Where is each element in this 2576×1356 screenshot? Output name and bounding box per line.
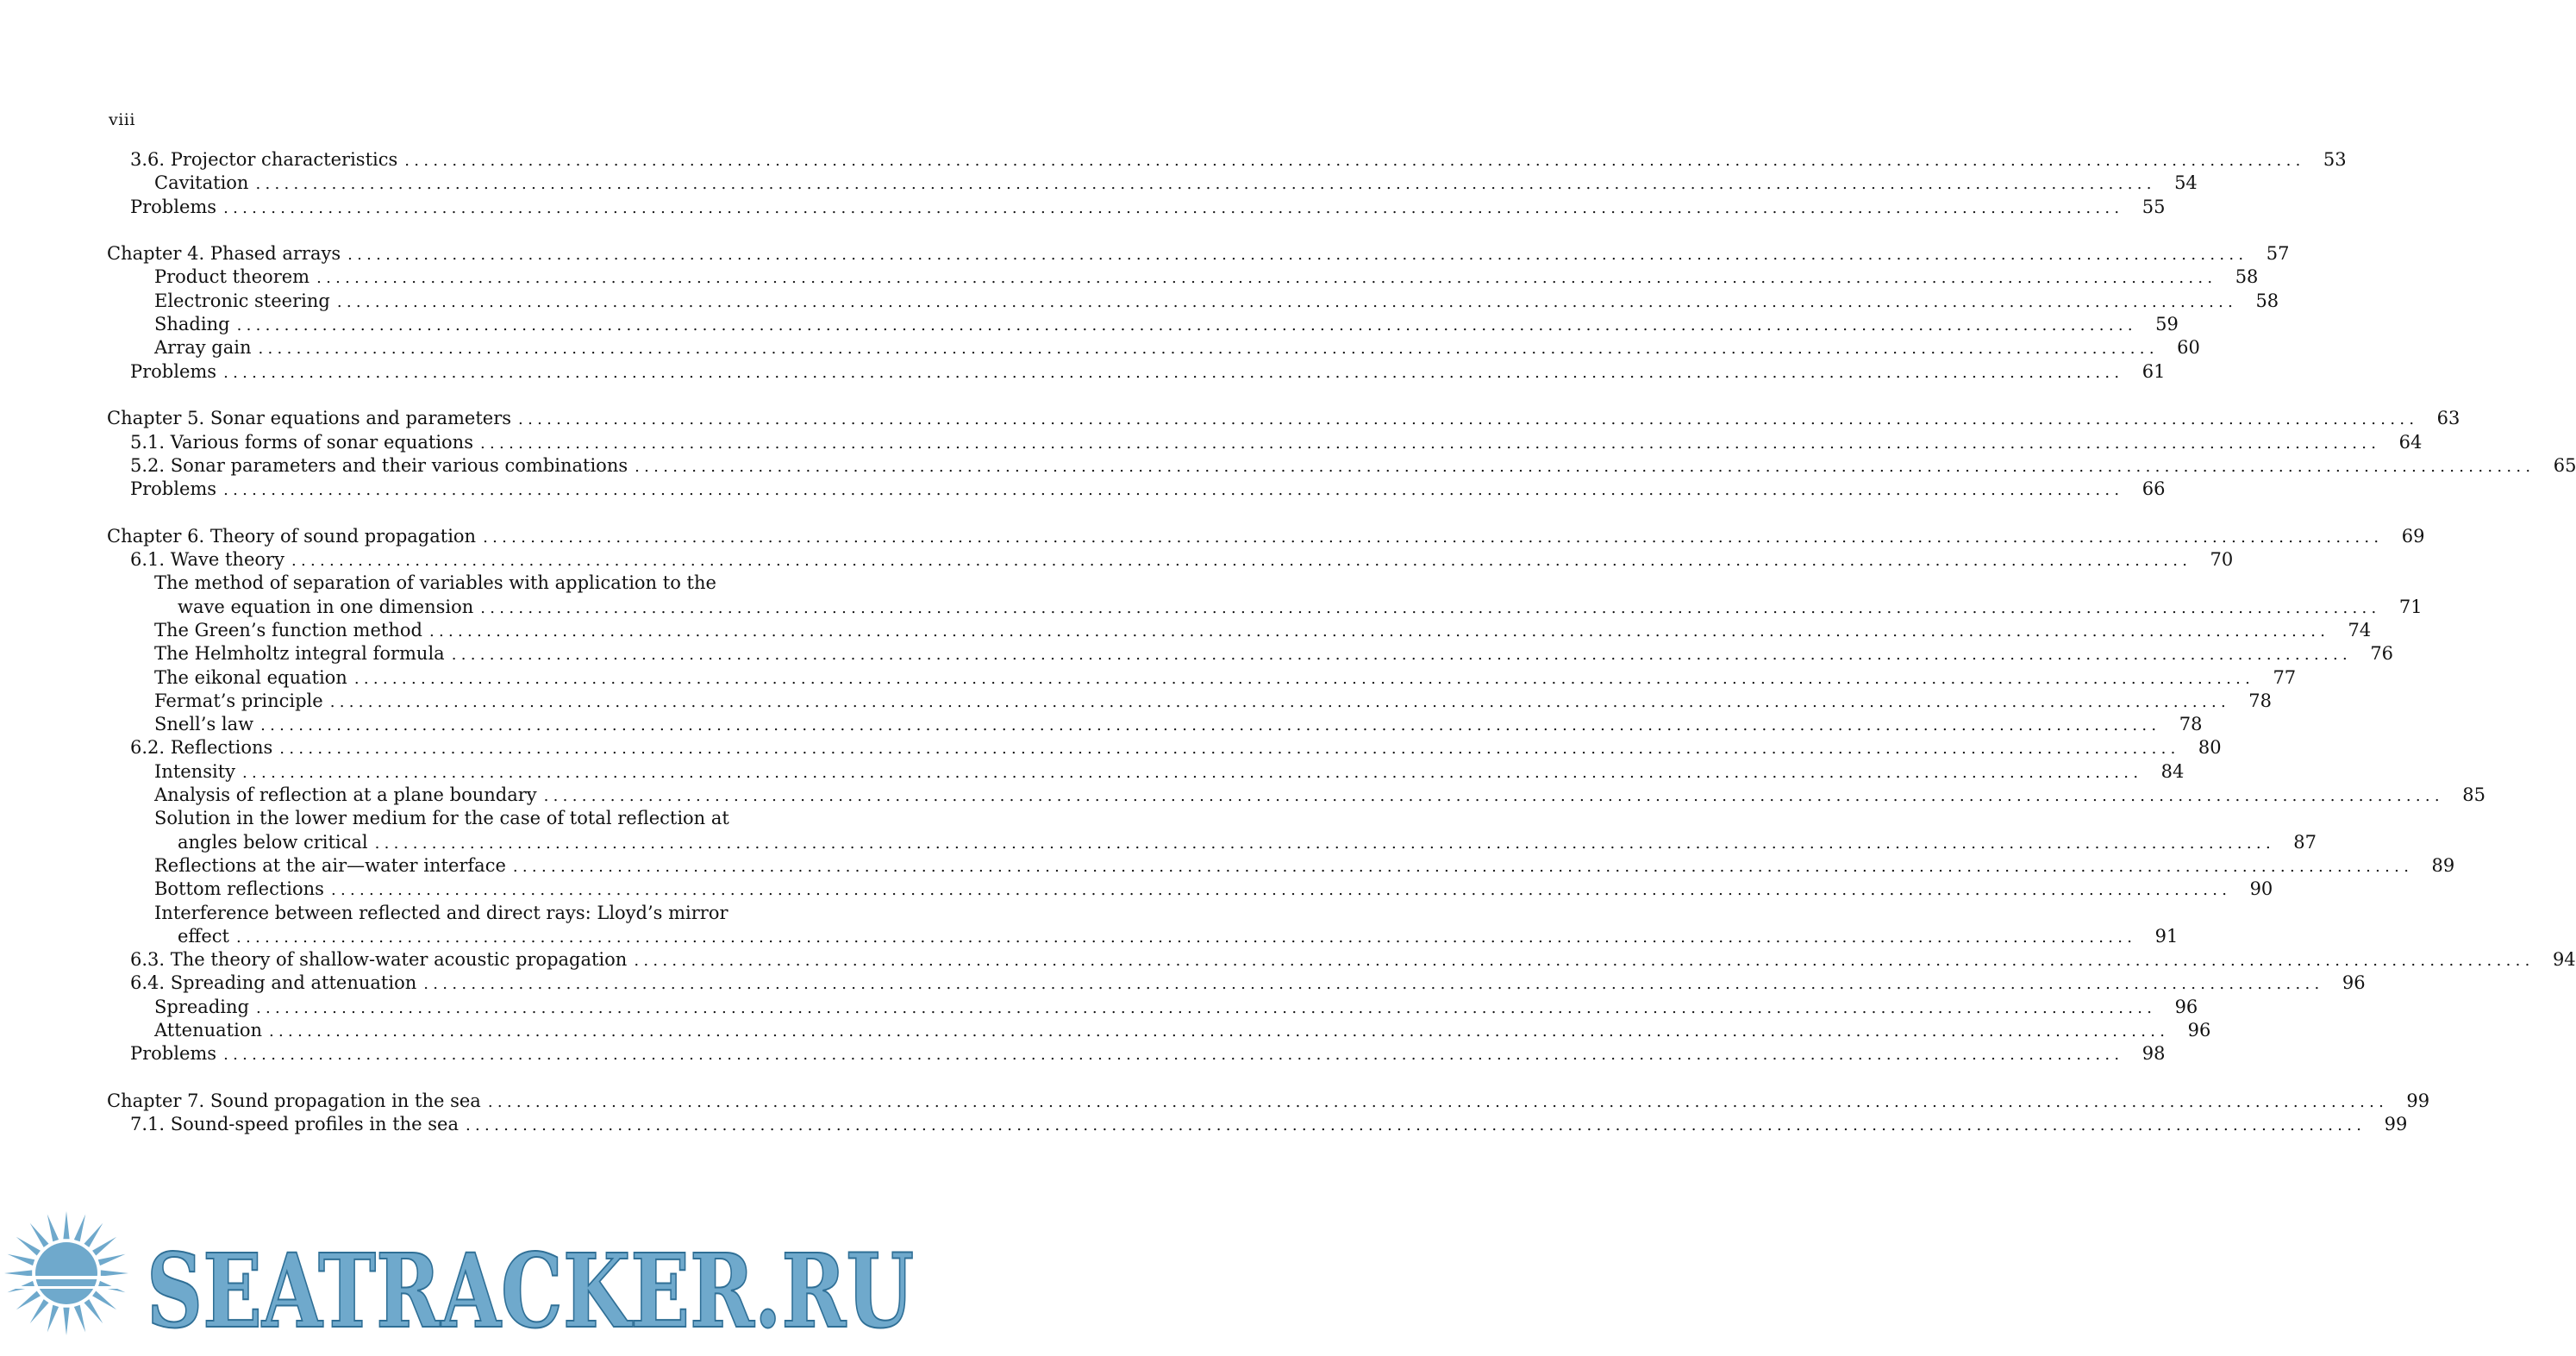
toc-entry-text: Snell’s law	[154, 714, 254, 735]
leader-dots: ........................................................................................................................................................................................................	[258, 340, 2159, 359]
sun-ray	[92, 1291, 116, 1310]
leader-dots: ........................................................................................................................................................................................................	[404, 152, 2305, 170]
sun-ray	[92, 1237, 116, 1256]
leader-dots: ........................................................................................................................................................................................................	[451, 646, 2353, 665]
toc-page-number: 99	[2406, 1090, 2430, 1111]
toc-entry	[107, 196, 2166, 219]
toc-gap	[107, 501, 816, 524]
toc-entry	[107, 690, 2273, 713]
toc-page-number: 54	[2174, 172, 2198, 194]
toc-entry-line	[107, 902, 816, 925]
toc-entry	[107, 454, 2576, 478]
toc-entry	[107, 596, 2423, 619]
sun-ray	[63, 1211, 69, 1239]
leader-dots: ........................................................................................................................................................................................................	[316, 269, 2217, 288]
toc-entry-text: Chapter 6. Theory of sound propagation	[107, 525, 477, 547]
leader-dots: ........................................................................................................................................................................................................	[279, 740, 2180, 759]
leader-dots: ........................................................................................................................................................................................................	[347, 246, 2248, 265]
sun-ray	[30, 1299, 49, 1323]
toc-page-number: 63	[2436, 408, 2460, 429]
toc-entry-text: wave equation in one dimension	[178, 596, 474, 617]
leader-dots: ........................................................................................................................................................................................................	[353, 669, 2255, 688]
toc-page-number: 90	[2249, 878, 2273, 900]
leader-dots: ........................................................................................................................................................................................................	[235, 928, 2137, 947]
toc-page-number: 60	[2177, 337, 2200, 359]
toc-page-number: 98	[2141, 1043, 2166, 1065]
toc-entry	[107, 548, 2234, 572]
sun-ray	[16, 1237, 41, 1256]
toc-page-number: 71	[2398, 596, 2423, 617]
page-number: viii	[109, 110, 135, 129]
toc-page-number: 96	[2187, 1019, 2211, 1040]
toc-entry-text: The eikonal equation	[154, 666, 347, 688]
toc-entry	[107, 242, 2290, 266]
toc-entry	[107, 948, 2576, 972]
sun-ray	[74, 1215, 85, 1242]
toc-page-number: 64	[2398, 431, 2423, 453]
toc-entry	[107, 784, 2485, 807]
toc-entry	[107, 1019, 2211, 1042]
toc-entry-text: 6.1. Wave theory	[130, 549, 284, 571]
leader-dots: ........................................................................................................................................................................................................	[543, 787, 2444, 806]
sun-logo-icon	[4, 1211, 128, 1335]
toc-page-number: 55	[2141, 196, 2166, 217]
toc-page-number: 89	[2431, 854, 2455, 876]
toc-page-number: 77	[2273, 666, 2297, 688]
toc-gap	[107, 1066, 816, 1090]
toc-entry-text: Reflections at the air—water interface	[154, 854, 506, 876]
sun-ray	[8, 1254, 35, 1265]
toc-entry-text: The method of separation of variables with application to the	[154, 572, 716, 594]
toc-page-number: 78	[2179, 714, 2203, 735]
toc-entry-text: Solution in the lower medium for the case of total reflection at	[154, 808, 729, 829]
toc-entry-text: 5.1. Various forms of sonar equations	[130, 431, 473, 453]
toc-page-number: 80	[2198, 737, 2222, 759]
toc-entry	[107, 266, 2259, 289]
toc-entry	[107, 760, 2185, 784]
leader-dots: ........................................................................................................................................................................................................	[255, 998, 2157, 1017]
leader-dots: ........................................................................................................................................................................................................	[223, 1046, 2124, 1065]
toc-page-number: 58	[2255, 290, 2279, 311]
toc-entry	[107, 996, 2198, 1019]
leader-dots: ........................................................................................................................................................................................................	[635, 457, 2535, 476]
toc-entry-line	[107, 572, 816, 595]
sun-ray	[84, 1299, 103, 1323]
toc-page-number: 96	[2342, 972, 2366, 994]
leader-dots: ........................................................................................................................................................................................................	[329, 692, 2231, 711]
toc-page-number: 69	[2401, 525, 2425, 547]
leader-dots: ........................................................................................................................................................................................................	[428, 622, 2330, 641]
leader-dots: ........................................................................................................................................................................................................	[242, 763, 2143, 782]
leader-dots: ........................................................................................................................................................................................................	[466, 1116, 2367, 1135]
toc-entry	[107, 336, 2200, 359]
toc-page-number: 66	[2141, 478, 2166, 500]
watermark	[0, 1209, 931, 1356]
toc-entry-text: Array gain	[154, 337, 252, 359]
toc-entry-text: Problems	[130, 196, 217, 217]
leader-dots: ........................................................................................................................................................................................................	[260, 716, 2161, 735]
leader-dots: ........................................................................................................................................................................................................	[269, 1022, 2170, 1040]
toc-entry	[107, 360, 2166, 384]
toc-entry-text: 5.2. Sonar parameters and their various combinations	[130, 454, 628, 476]
toc-entry-text: 7.1. Sound-speed profiles in the sea	[130, 1114, 459, 1135]
toc-entry	[107, 407, 2460, 430]
toc-page-number: 58	[2235, 266, 2259, 288]
leader-dots: ........................................................................................................................................................................................................	[223, 363, 2124, 382]
toc-entry	[107, 148, 2347, 172]
leader-dots: ........................................................................................................................................................................................................	[223, 198, 2124, 217]
toc-page-number: 59	[2155, 314, 2179, 335]
leader-dots: ........................................................................................................................................................................................................	[483, 528, 2384, 547]
toc-entry	[107, 831, 2317, 854]
toc-entry	[107, 1090, 2430, 1113]
toc-entry-text: 3.6. Projector characteristics	[130, 149, 398, 170]
toc-entry	[107, 925, 2179, 948]
toc-entry	[107, 313, 2179, 336]
toc-entry-text: Intensity	[154, 760, 236, 782]
toc-entry-text: Chapter 5. Sonar equations and parameters	[107, 408, 512, 429]
toc-entry	[107, 736, 2222, 759]
sun-ray	[4, 1270, 32, 1276]
toc-entry	[107, 525, 2425, 548]
toc-entry-text: 6.3. The theory of shallow-water acoustic propagation	[130, 949, 628, 971]
toc-entry	[107, 431, 2423, 454]
toc-entry	[107, 1042, 2166, 1065]
toc-entry-line	[107, 807, 816, 830]
toc-entry-text: angles below critical	[178, 831, 368, 853]
leader-dots: ........................................................................................................................................................................................................	[223, 481, 2124, 500]
leader-dots: ........................................................................................................................................................................................................	[480, 598, 2381, 617]
sun-ray	[63, 1308, 69, 1335]
toc-entry-text: 6.2. Reflections	[130, 737, 273, 759]
toc-page-number: 91	[2154, 925, 2179, 947]
toc-entry-text: Shading	[154, 314, 230, 335]
leader-dots: ........................................................................................................................................................................................................	[480, 434, 2381, 453]
leader-dots: ........................................................................................................................................................................................................	[423, 975, 2324, 994]
sun-ray	[101, 1270, 128, 1276]
toc-page-number: 65	[2553, 454, 2576, 476]
toc-entry	[107, 972, 2366, 995]
toc-entry-text: The Helmholtz integral formula	[154, 643, 445, 665]
watermark-text: SEATRACKER.RU	[147, 1231, 914, 1351]
toc-entry	[107, 1113, 2408, 1136]
toc-entry	[107, 713, 2203, 736]
sun-ray	[74, 1305, 85, 1333]
toc-entry-text: Attenuation	[154, 1019, 262, 1040]
toc-entry-text: effect	[178, 925, 229, 947]
toc-entry	[107, 478, 2166, 501]
toc-entry-text: Chapter 4. Phased arrays	[107, 243, 341, 265]
toc-page-number: 78	[2248, 690, 2273, 711]
leader-dots: ........................................................................................................................................................................................................	[634, 952, 2535, 971]
toc-page-number: 57	[2266, 243, 2290, 265]
leader-dots: ........................................................................................................................................................................................................	[330, 881, 2232, 900]
toc-entry-text: 6.4. Spreading and attenuation	[130, 972, 417, 994]
sun-ray	[47, 1215, 59, 1242]
toc-entry	[107, 290, 2279, 313]
toc-entry	[107, 666, 2297, 690]
toc-entry-text: Problems	[130, 360, 217, 382]
leader-dots: ........................................................................................................................................................................................................	[518, 410, 2419, 429]
leader-dots: ........................................................................................................................................................................................................	[236, 316, 2137, 335]
toc-entry	[107, 172, 2198, 195]
toc-entry-text: Electronic steering	[154, 290, 330, 311]
leader-dots: ........................................................................................................................................................................................................	[291, 552, 2192, 571]
toc-page-number: 99	[2384, 1114, 2408, 1135]
toc-page-number: 74	[2348, 619, 2372, 641]
toc-entry-text: Fermat’s principle	[154, 690, 323, 711]
toc-entry-text: Problems	[130, 1043, 217, 1065]
toc-entry-text: Problems	[130, 478, 217, 500]
toc-entry-text: Interference between reflected and direct rays: Lloyd’s mirror	[154, 902, 728, 923]
toc-page-number: 53	[2323, 149, 2347, 170]
leader-dots: ........................................................................................................................................................................................................	[374, 834, 2275, 853]
toc-page-number: 96	[2174, 996, 2198, 1017]
toc-page-number: 84	[2160, 760, 2185, 782]
sun-ray	[47, 1305, 59, 1333]
toc-entry-text: Spreading	[154, 996, 249, 1017]
toc-gap	[107, 219, 816, 242]
toc-gap	[107, 384, 816, 407]
toc-entry-text: Bottom reflections	[154, 878, 324, 900]
toc-page-number: 87	[2293, 831, 2317, 853]
toc-page-number: 94	[2552, 949, 2576, 971]
sun-ray	[30, 1223, 49, 1247]
sun-ray	[16, 1291, 41, 1310]
toc-page-number: 61	[2141, 360, 2166, 382]
toc-entry-text: Chapter 7. Sound propagation in the sea	[107, 1090, 481, 1111]
toc-page-number: 70	[2210, 549, 2234, 571]
toc-entry-text: Analysis of reflection at a plane boundary	[154, 784, 537, 806]
leader-dots: ........................................................................................................................................................................................................	[512, 857, 2414, 876]
toc-entry	[107, 619, 2372, 642]
toc-entry-text: The Green’s function method	[154, 619, 422, 641]
leader-dots: ........................................................................................................................................................................................................	[255, 175, 2156, 194]
leader-dots: ........................................................................................................................................................................................................	[336, 292, 2238, 311]
toc-page-number: 85	[2462, 784, 2485, 806]
toc-entry	[107, 854, 2455, 878]
toc-entry	[107, 878, 2273, 901]
toc-page-number: 76	[2370, 643, 2394, 665]
table-of-contents	[107, 148, 2576, 1136]
toc-entry-text: Cavitation	[154, 172, 249, 194]
toc-entry	[107, 642, 2394, 666]
sun-ray	[98, 1254, 126, 1265]
toc-entry-text: Product theorem	[154, 266, 310, 288]
sun-ray	[84, 1223, 103, 1247]
leader-dots: ........................................................................................................................................................................................................	[487, 1092, 2389, 1111]
